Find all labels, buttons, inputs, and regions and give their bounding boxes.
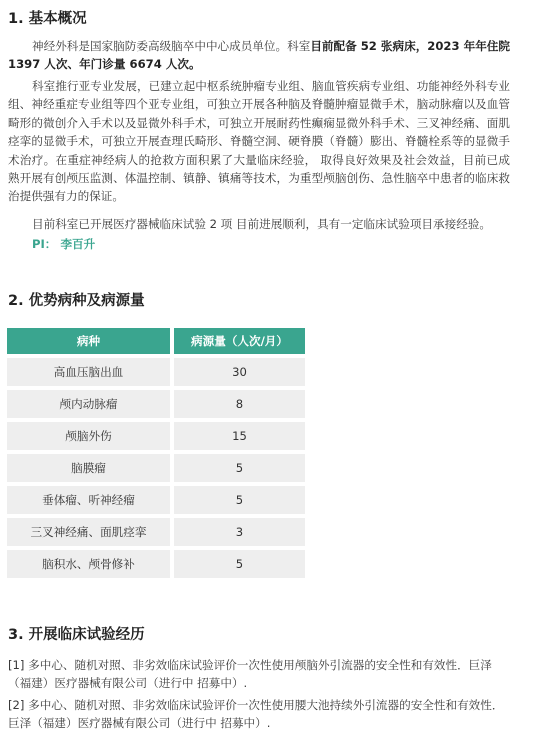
disease-cell: 脑积水、颅骨修补: [7, 550, 170, 578]
section-title-advantage-diseases: 2. 优势病种及病源量: [8, 293, 145, 309]
disease-table: [3, 324, 309, 582]
trial-item: [2] 多中心、随机对照、非劣效临床试验评价一次性使用腰大池持续外引流器的安全性和有效性．巨泽（福建）医疗器械有限公司（进行中 招募中）.: [8, 698, 504, 731]
overview-paragraph-3: 目前科室已开展医疗器械临床试验 2 项 目前进展顺利，具有一定临床试验项目承接经验。: [32, 217, 491, 231]
volume-cell: 30: [174, 358, 305, 386]
overview-bold-stats: 目前配备 52 张病床，2023 年年住院 1397 人次、年门诊量 6674 人次。: [8, 39, 510, 72]
table-header-row: [7, 328, 305, 354]
table-row: [7, 390, 305, 418]
disease-cell: 三叉神经痛、面肌痉挛: [7, 518, 170, 546]
trial-item: [1] 多中心、随机对照、非劣效临床试验评价一次性使用颅脑外引流器的安全性和有效性．巨泽（福建）医疗器械有限公司（进行中 招募中）.: [8, 658, 492, 691]
table-row: [7, 486, 305, 514]
section-title-basic-overview: 1. 基本概况: [8, 11, 87, 27]
overview-intro-text: 神经外科是国家脑防委高级脑卒中中心成员单位。科室: [32, 39, 311, 53]
volume-cell: 5: [174, 550, 305, 578]
disease-cell: 颅内动脉瘤: [7, 390, 170, 418]
volume-cell: 8: [174, 390, 305, 418]
disease-cell: 高血压脑出血: [7, 358, 170, 386]
table-row: [7, 422, 305, 450]
volume-cell: 3: [174, 518, 305, 546]
overview-paragraph-1: [8, 37, 510, 74]
table-row: [7, 454, 305, 482]
volume-cell: 5: [174, 454, 305, 482]
table-row: [7, 518, 305, 546]
principal-investigator: PI： 李百升: [32, 237, 96, 251]
volume-cell: 5: [174, 486, 305, 514]
disease-cell: 垂体瘤、听神经瘤: [7, 486, 170, 514]
table-row: [7, 550, 305, 578]
overview-paragraph-2: 科室推行亚专业发展，已建立起中枢系统肿瘤专业组、脑血管疾病专业组、功能神经外科专业组、神经重症专业组等四个亚专业组，可独立开展各种脑及脊髓肿瘤显微手术，脑动脉瘤以及血管畸形的微创介入手术以及显微外科手术，可独立开展耐药性癫痫显微外科手术、三叉神经痛、面肌痉挛的显微手术，可独立开展查理氏畸形、脊髓空洞、硬脊膜（脊髓）膨出、脊髓栓系等的显微手术治疗。在重症神经病人的抢救方面积累了大量临床经验， 取得良好效果及社会效益，目前已成熟开展有创颅压监测、体温控制、镇静、镇痛等技术，为重型颅脑创伤、急性脑卒中患者的临床救治提供强有力的保证。: [8, 79, 510, 204]
disease-cell: 脑膜瘤: [7, 454, 170, 482]
disease-cell: 颅脑外伤: [7, 422, 170, 450]
table-row: [7, 358, 305, 386]
volume-cell: 15: [174, 422, 305, 450]
column-header-patient-volume: 病源量（人次/月）: [174, 328, 305, 354]
column-header-disease: 病种: [7, 328, 170, 354]
section-title-clinical-trials: 3. 开展临床试验经历: [8, 627, 145, 643]
